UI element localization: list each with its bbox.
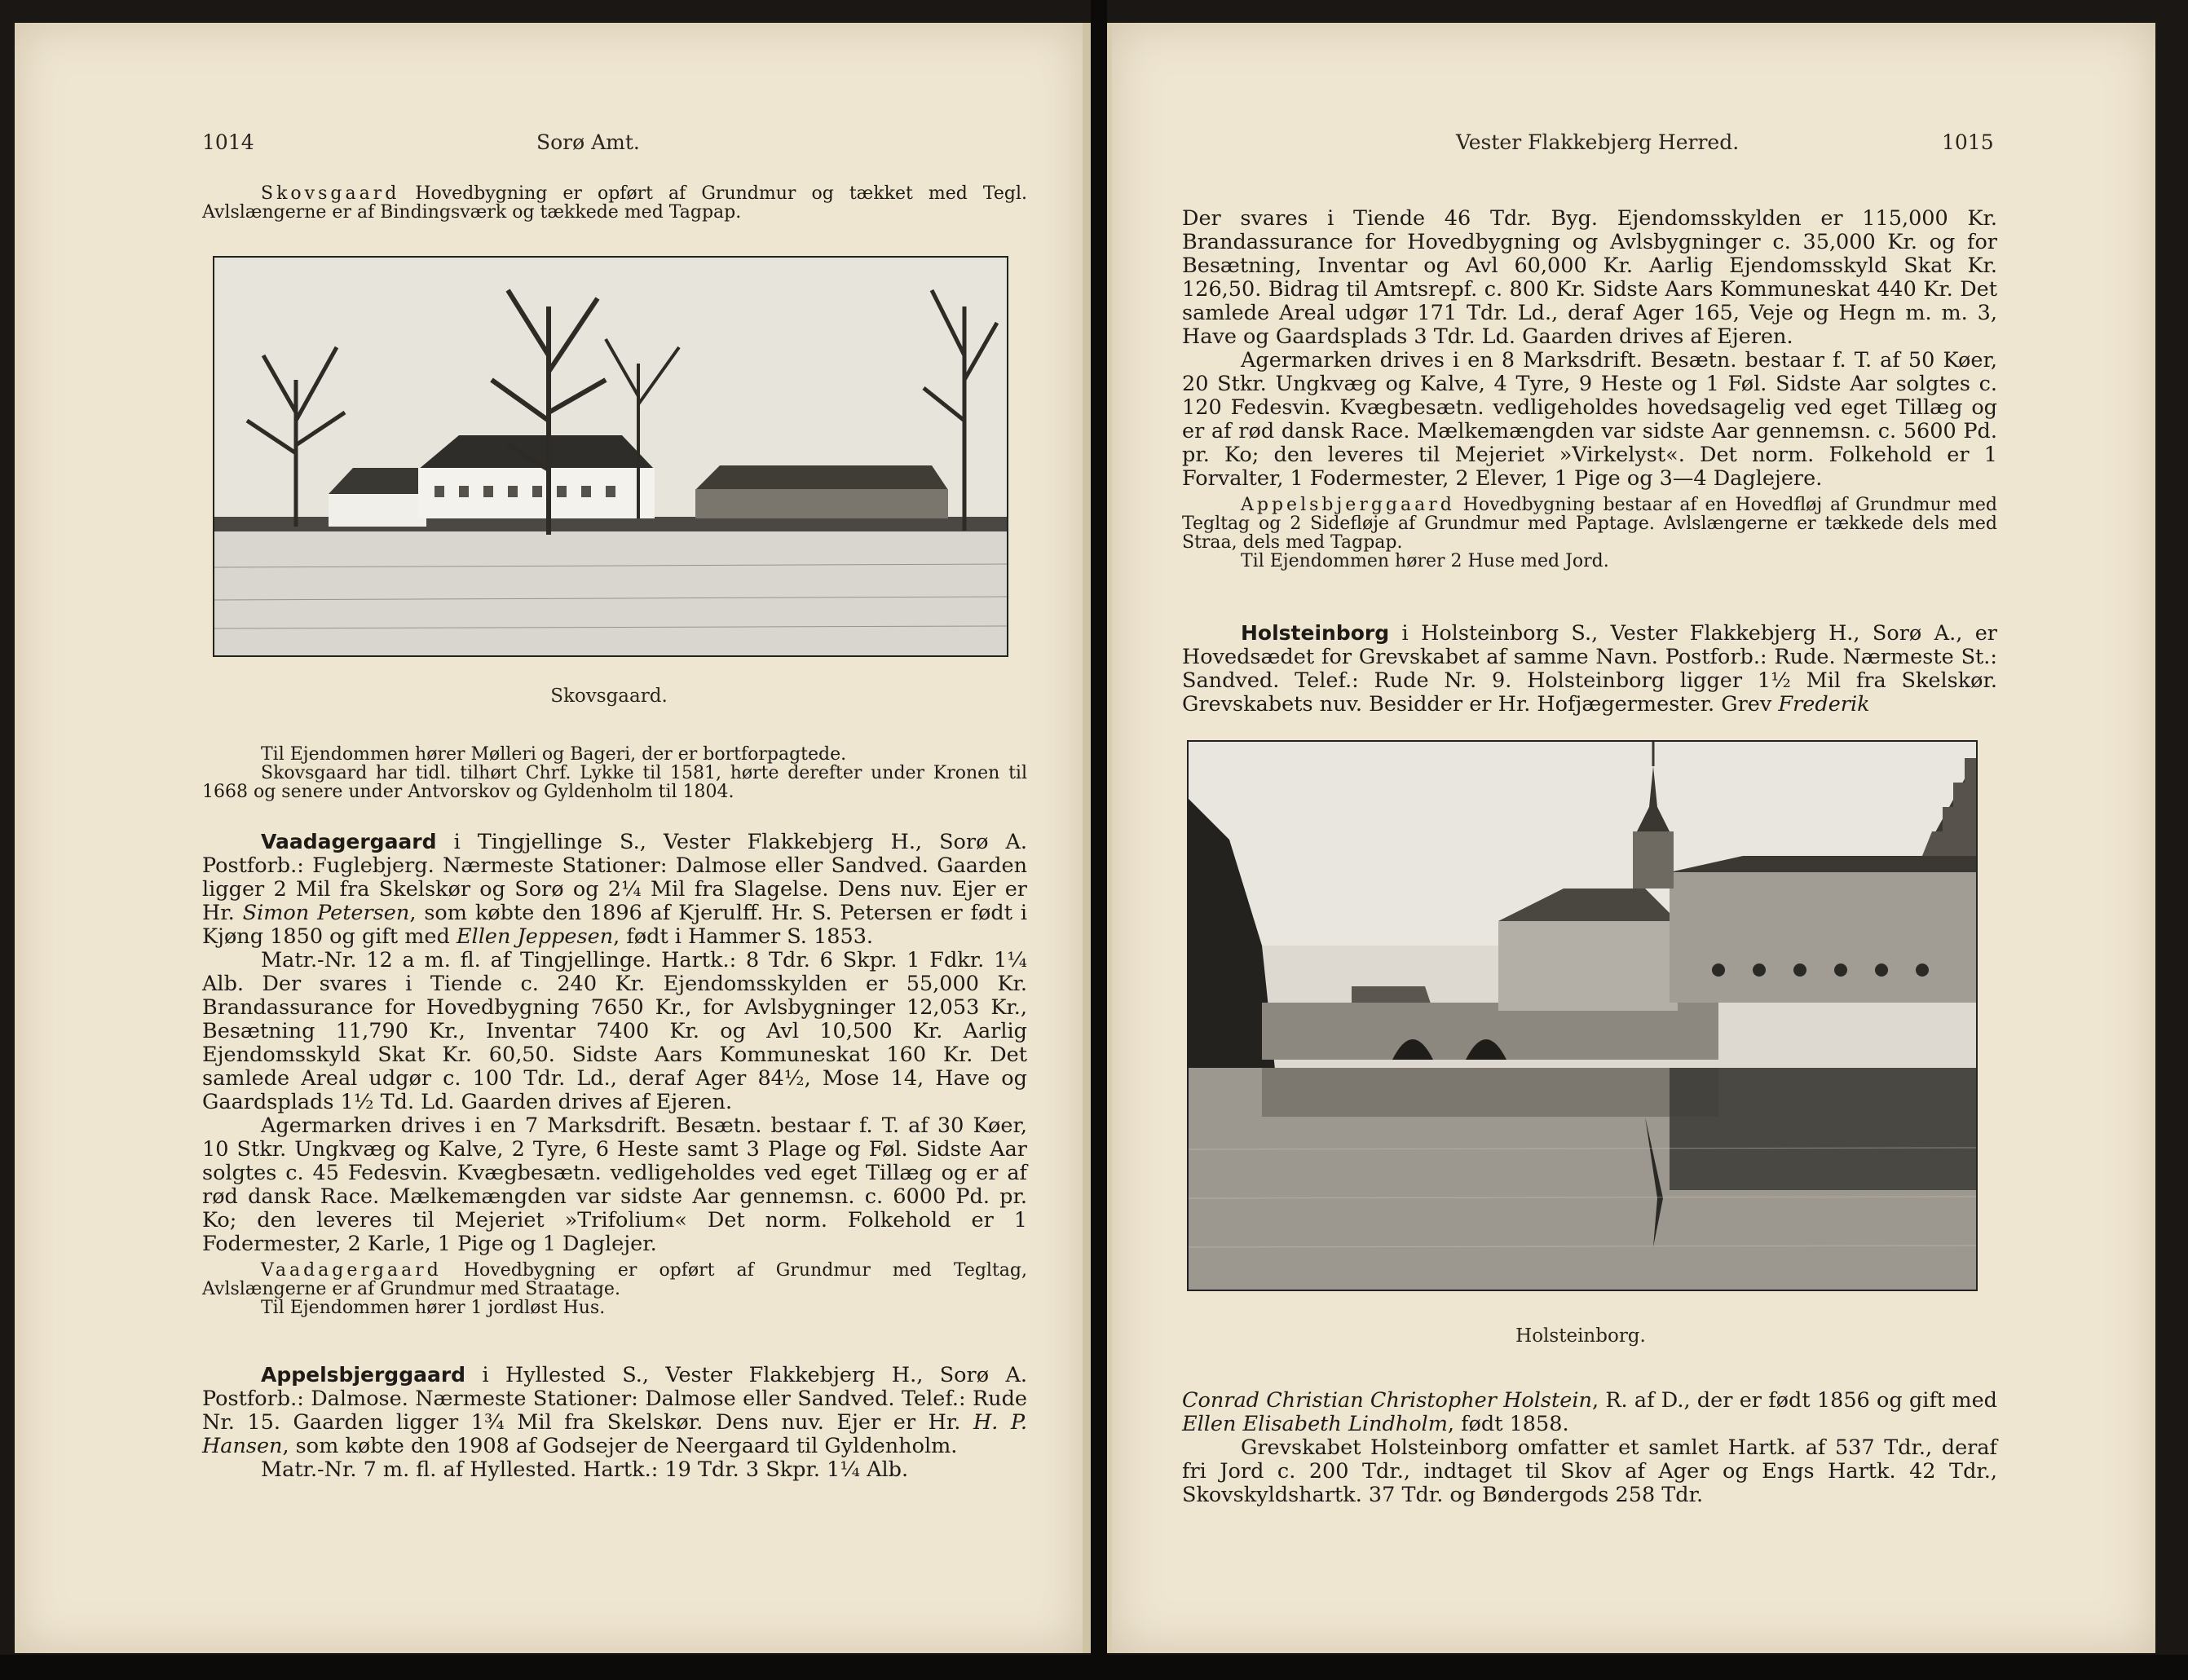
entry-heading: Appelsbjerggaard bbox=[261, 1363, 466, 1387]
running-header: Sorø Amt. bbox=[536, 130, 640, 154]
holsteinborg-photo bbox=[1187, 740, 1978, 1291]
appelsbjerggaard-entry: Appelsbjerggaard i Hyllested S., Vester Flakkebjerg H., Sorø A. Postforb.: Dalmose. Nærmeste Stationer: Dalmose eller Sandved. Telef.: Rude Nr. 15. Gaarden ligger 1¾ Mil fra Skelskør. Dens nuv. Ejer er Hr. H. P. Hansen, som købte den 1908 af Godsejer de Neergaard til Gyldenholm. Matr.-Nr. 7 m. fl. af Hyllested. Hartk.: 19 Tdr. 3 Skpr. 1¼ Alb. bbox=[202, 1363, 1027, 1482]
photo-caption: Holsteinborg. bbox=[1515, 1325, 1646, 1347]
scan-border bbox=[0, 1655, 2188, 1680]
skovsgaard-photo bbox=[213, 256, 1008, 657]
holsteinborg-entry: Holsteinborg i Holsteinborg S., Vester Flakkebjerg H., Sorø A., er Hovedsædet for Grevskabet af samme Navn. Postforb.: Rude. Nærmeste St.: Sandved. Telef.: Rude Nr. 9. Holsteinborg ligger 1½ Mil fra Skelskør. Grevskabets nuv. Besidder er Hr. Hofjægermester. Grev Frederik bbox=[1182, 621, 1997, 717]
photo-caption: Skovsgaard. bbox=[550, 686, 668, 707]
page-number: 1015 bbox=[1942, 130, 1994, 154]
running-header: Vester Flakkebjerg Herred. bbox=[1456, 130, 1740, 154]
entry-heading: Vaadagergaard bbox=[261, 830, 437, 853]
page-number: 1014 bbox=[202, 130, 254, 154]
right-page bbox=[1107, 23, 2155, 1653]
entry-heading: Holsteinborg bbox=[1241, 621, 1390, 645]
appelsbjerggaard-continued: Der svares i Tiende 46 Tdr. Byg. Ejendomsskylden er 115,000 Kr. Brandassurance for Hovedbygning og Avlsbygninger c. 35,000 Kr. og for Besætning, Inventar og Avl 60,000 Kr. Aarlig Ejendomsskyld Skat Kr. 126,50. Bidrag til Amtsrepf. c. 800 Kr. Sidste Aars Kommuneskat 440 Kr. Det samlede Areal udgør 171 Tdr. Ld., deraf Ager 165, Veje og Hegn m. m. 3, Have og Gaardsplads 3 Tdr. Ld. Gaarden drives af Ejeren. Agermarken drives i en 8 Marksdrift. Besætn. bestaar f. T. af 50 Køer, 20 Stkr. Ungkvæg og Kalve, 4 Tyre, 9 Heste og 1 Føl. Sidste Aar solgtes c. 120 Fedesvin. Kvægbesætn. vedligeholdes hovedsagelig ved eget Tillæg og er af rød dansk Race. Mælkemængden var sidste Aar gennemsn. c. 5600 Pd. pr. Ko; den leveres til Mejeriet »Virkelyst«. Det norm. Folkehold er 1 Forvalter, 1 Fodermester, 2 Elever, 1 Pige og 3—4 Daglejere. Appelsbjerggaard Hovedbygning bestaar af en Hovedfløj af Grundmur med Tegltag og 2 Sidefløje af Grundmur med Paptage. Avlslængerne er tækkede dels med Straa, dels med Tagpap. Til Ejendommen hører 2 Huse med Jord. bbox=[1182, 206, 1997, 571]
left-page bbox=[15, 23, 1091, 1653]
intro-paragraph: Skovsgaard Hovedbygning er opført af Grundmur og tækket med Tegl. Avlslængerne er af Bindingsværk og tækkede med Tagpap. bbox=[202, 183, 1027, 223]
after-photo-text: Til Ejendommen hører Mølleri og Bageri, der er bortforpagtede. Skovsgaard har tidl. tilhørt Chrf. Lykke til 1581, hørte derefter under Kronen til 1668 og senere under Antvorskov og Gyldenholm til 1804. bbox=[202, 744, 1027, 802]
vaadagergaard-entry: Vaadagergaard i Tingjellinge S., Vester Flakkebjerg H., Sorø A. Postforb.: Fuglebjerg. Nærmeste Stationer: Dalmose eller Sandved. Gaarden ligger 2 Mil fra Skelskør og Sorø og 2¼ Mil fra Slagelse. Dens nuv. Ejer er Hr. Simon Petersen, som købte den 1896 af Kjerulff. Hr. S. Petersen er født i Kjøng 1850 og gift med Ellen Jeppesen, født i Hammer S. 1853. Matr.-Nr. 12 a m. fl. af Tingjellinge. Hartk.: 8 Tdr. 6 Skpr. 1 Fdkr. 1¼ Alb. Der svares i Tiende c. 240 Kr. Ejendomsskylden er 55,000 Kr. Brandassurance for Hovedbygning 7650 Kr., for Avlsbygninger 12,053 Kr., Besætning 11,790 Kr., Inventar 7400 Kr. og Avl 10,500 Kr. Aarlig Ejendomsskyld Skat Kr. 60,50. Sidste Aars Kommuneskat 160 Kr. Det samlede Areal udgør c. 100 Tdr. Ld., deraf Ager 84½, Mose 14, Have og Gaardsplads 1½ Td. Ld. Gaarden drives af Ejeren. Agermarken drives i en 7 Marksdrift. Besætn. bestaar f. T. af 30 Køer, 10 Stkr. Ungkvæg og Kalve, 2 Tyre, 6 Heste samt 3 Plage og Føl. Sidste Aar solgtes c. 45 Fedesvin. Kvægbesætn. vedligeholdes ved eget Tillæg og er af rød dansk Race. Mælkemængden var sidste Aar gennemsn. c. 6000 Pd. pr. Ko; den leveres til Mejeriet »Trifolium« Det norm. Folkehold er 1 Fodermester, 2 Karle, 1 Pige og 1 Daglejer. Vaadagergaard Hovedbygning er opført af Grundmur med Tegltag, Avlslængerne er af Grundmur med Straatage. Til Ejendommen hører 1 jordløst Hus. bbox=[202, 830, 1028, 1318]
book-spine bbox=[1091, 0, 1107, 1680]
holsteinborg-continued: Conrad Christian Christopher Holstein, R. af D., der er født 1856 og gift med Ellen Elisabeth Lindholm, født 1858. Grevskabet Holsteinborg omfatter et samlet Hartk. af 537 Tdr., deraf fri Jord c. 200 Tdr., indtaget til Skov af Ager og Engs Hartk. 42 Tdr., Skovskyldshartk. 37 Tdr. og Bøndergods 258 Tdr. bbox=[1182, 1388, 1997, 1507]
